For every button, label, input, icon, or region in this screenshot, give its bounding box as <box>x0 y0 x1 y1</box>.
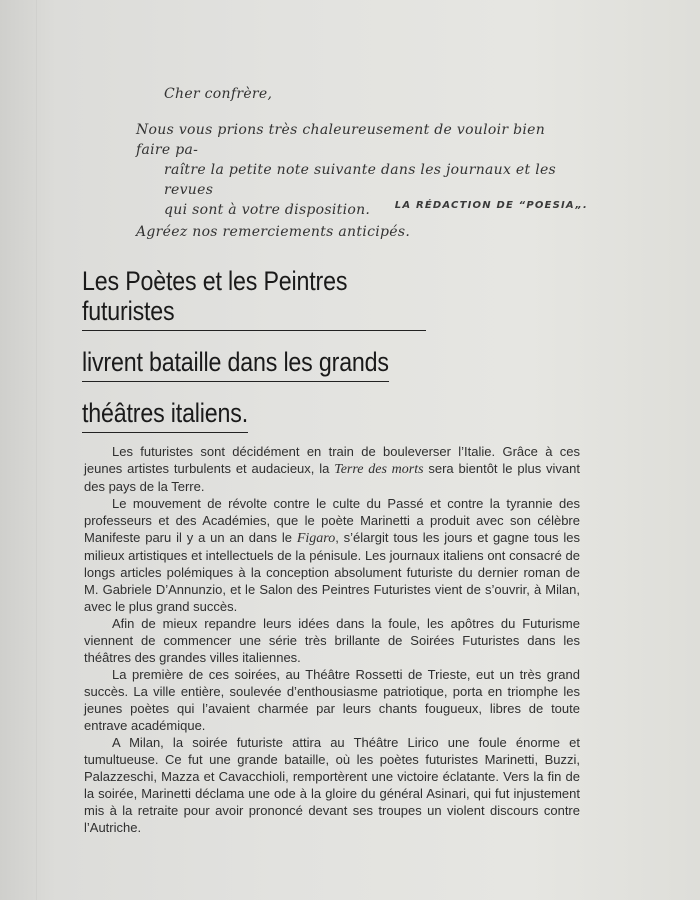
letter-line-3: qui sont à votre disposition. <box>164 202 371 218</box>
headline-line-1: Les Poètes et les Peintres futuristes <box>82 266 426 331</box>
letter-signature: LA RÉDACTION DE “POESIA„. <box>394 200 588 211</box>
paragraph-1-text-a: Les futuristes sont décidément en train de bouleverser l’Italie. Grâce à ces jeunes artistes turbulents et audacieux, la <box>84 444 580 476</box>
article-paragraph-2 <box>84 495 580 615</box>
paper-fold <box>36 0 37 900</box>
paragraph-2-italic: Figaro <box>296 531 336 546</box>
letter-greeting: Cher confrère, <box>164 86 273 102</box>
letter-line-1: Nous vous prions très chaleureusement de vouloir bien faire pa- <box>136 122 546 158</box>
letter-line-2: raître la petite note suivante dans les journaux et les revues <box>164 162 557 198</box>
cover-letter <box>136 84 581 242</box>
headline-line-2: livrent bataille dans les grands <box>82 347 389 382</box>
article-paragraph-3: Afin de mieux repandre leurs idées dans la foule, les apôtres du Futurisme viennent de commencer une série très brillante de Soirées Futuristes dans les théâtres des grandes villes italiennes. <box>84 616 580 665</box>
paragraph-1-text-b: sera bientôt le plus vivant des pays de la Terre. <box>84 461 580 494</box>
paragraph-2-text-b: , s’élargit tous les jours et gagne tous les milieux artistiques et intellectuels de la pénisule. Les journaux italiens ont consacré de longs articles polémiques à la conception absolument futuriste du dernier roman de M. Gabriele D’Annunzio, et le Salon des Peintres Futuristes vient de s’ouvrir, à Milan, avec le plus grand succès. <box>84 530 581 614</box>
paragraph-2-text-a: Le mouvement de révolte contre le culte du Passé et contre la tyrannie des professeurs et des Académies, que le poète Marinetti a produit avec son célèbre Manifeste paru il y a un an dans le <box>84 496 580 545</box>
article-paragraph-5: A Milan, la soirée futuriste attira au Théâtre Lirico une foule énorme et tumultueuse. Ce fut une grande bataille, où les poètes futuristes Marinetti, Buzzi, Palazzeschi, Mazza et Cavacchioli, remportèrent une victoire éclatante. Vers la fin de la soirée, Marinetti déclama une ode à la gloire du général Asinari, qui fut injustement mis à la retraite pour avoir prononcé devant ses troupes un violent discours contre l’Autriche. <box>84 735 580 835</box>
article-paragraph-1 <box>84 443 580 495</box>
headline-line-3: théâtres italiens. <box>82 398 248 433</box>
letter-thanks: Agréez nos remerciements anticipés. <box>136 224 411 240</box>
paragraph-1-italic: Terre des morts <box>334 462 424 477</box>
article-headline <box>82 266 482 449</box>
article-body <box>84 443 580 836</box>
article-paragraph-4: La première de ces soirées, au Théâtre Rossetti de Trieste, eut un très grand succès. La ville entière, soulevée d’enthousiasme patriotique, porta en triomphe les jeunes poètes qui l’avaient charmée par leurs chants fougueux, libres de toute entrave académique. <box>84 667 580 733</box>
